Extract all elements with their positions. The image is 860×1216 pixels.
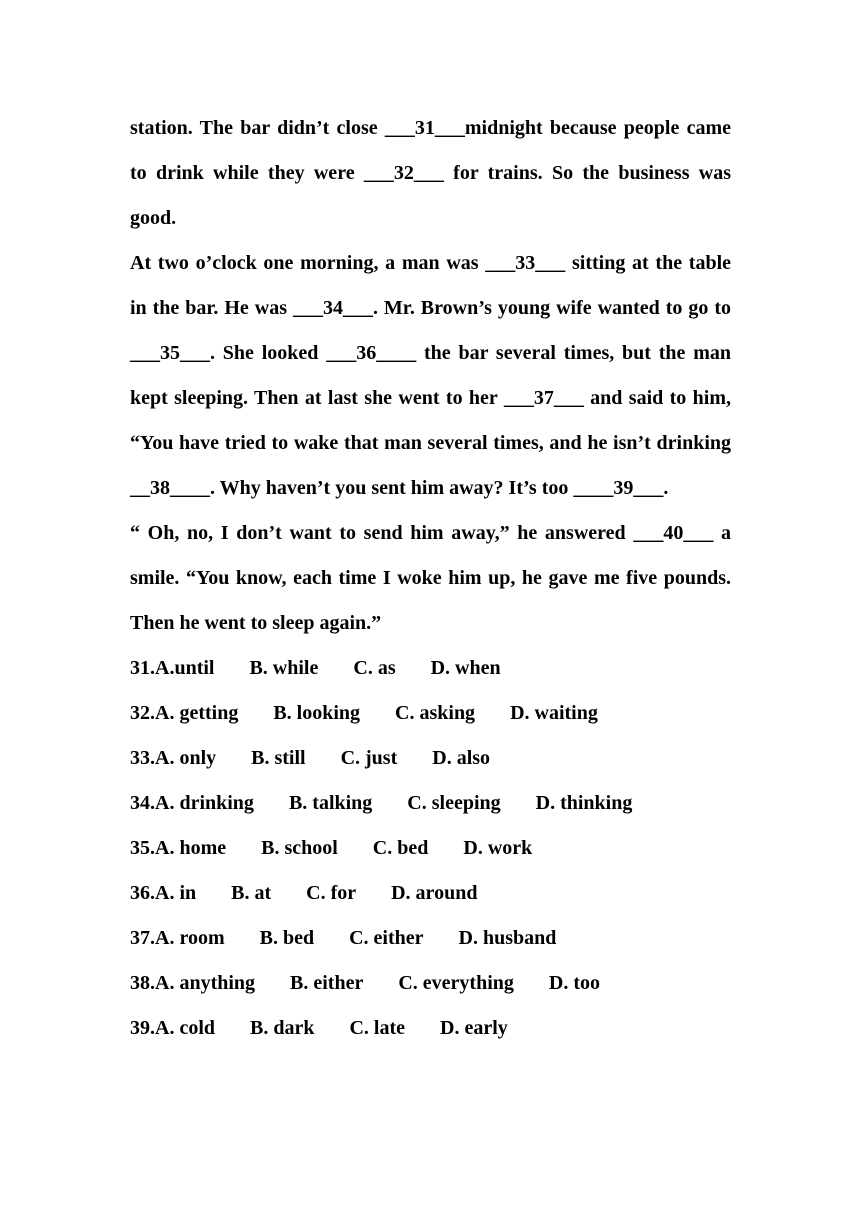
option-37-a: 37.A. room [130, 927, 225, 949]
passage-paragraph-3: “ Oh, no, I don’t want to send him away,” he answered ___40___ a smile. “You know, each time I woke him up, he gave me five pounds. Then he went to sleep again.” [130, 522, 736, 634]
option-32-c: C. asking [395, 702, 476, 724]
option-31-d: D. when [430, 657, 501, 679]
question-36 [130, 871, 731, 916]
option-39-b: B. dark [250, 1017, 315, 1039]
option-37-c: C. either [349, 927, 424, 949]
question-list [130, 646, 731, 1051]
option-32-b: B. looking [273, 702, 361, 724]
option-36-c: C. for [306, 882, 357, 904]
option-33-b: B. still [251, 747, 306, 769]
option-35-d: D. work [463, 837, 533, 859]
option-33-c: C. just [340, 747, 398, 769]
option-37-d: D. husband [458, 927, 557, 949]
option-38-b: B. either [290, 972, 364, 994]
question-37 [130, 916, 731, 961]
option-36-b: B. at [231, 882, 272, 904]
document-page [130, 106, 736, 1051]
question-39 [130, 1006, 731, 1051]
question-31 [130, 646, 731, 691]
option-35-c: C. bed [372, 837, 429, 859]
option-39-d: D. early [440, 1017, 508, 1039]
option-33-a: 33.A. only [130, 747, 217, 769]
option-38-c: C. everything [398, 972, 514, 994]
option-38-d: D. too [548, 972, 600, 994]
option-39-a: 39.A. cold [130, 1017, 215, 1039]
option-38-a: 38.A. anything [130, 972, 256, 994]
option-32-d: D. waiting [510, 702, 598, 724]
option-34-c: C. sleeping [407, 792, 501, 814]
option-34-b: B. talking [288, 792, 373, 814]
option-34-d: D. thinking [535, 792, 633, 814]
option-35-b: B. school [261, 837, 338, 859]
passage-paragraph-1: station. The bar didn’t close ___31___midnight because people came to drink while they were ___32___ for trains. So the business was good. [130, 117, 736, 229]
option-31-c: C. as [353, 657, 396, 679]
question-32 [130, 691, 731, 736]
passage-paragraph-2: At two o’clock one morning, a man was ___33___ sitting at the table in the bar. He was ___34___. Mr. Brown’s young wife wanted to go to ___35___. She looked ___36____ the bar several times, but the man kept sleeping. Then at last she went to her ___37___ and said to him, “You have tried to wake that man several times, and he isn’t drinking __38____. Why haven’t you sent him away? It’s too ____39___. [130, 252, 736, 499]
question-35 [130, 826, 731, 871]
option-36-d: D. around [391, 882, 478, 904]
option-31-a: 31.A.until [130, 657, 215, 679]
option-37-b: B. bed [259, 927, 315, 949]
option-33-d: D. also [432, 747, 491, 769]
option-36-a: 36.A. in [130, 882, 197, 904]
option-34-a: 34.A. drinking [130, 792, 254, 814]
question-38 [130, 961, 731, 1006]
passage [130, 106, 736, 646]
question-34 [130, 781, 731, 826]
option-32-a: 32.A. getting [130, 702, 239, 724]
option-31-b: B. while [249, 657, 319, 679]
option-39-c: C. late [349, 1017, 406, 1039]
question-33 [130, 736, 731, 781]
option-35-a: 35.A. home [130, 837, 227, 859]
